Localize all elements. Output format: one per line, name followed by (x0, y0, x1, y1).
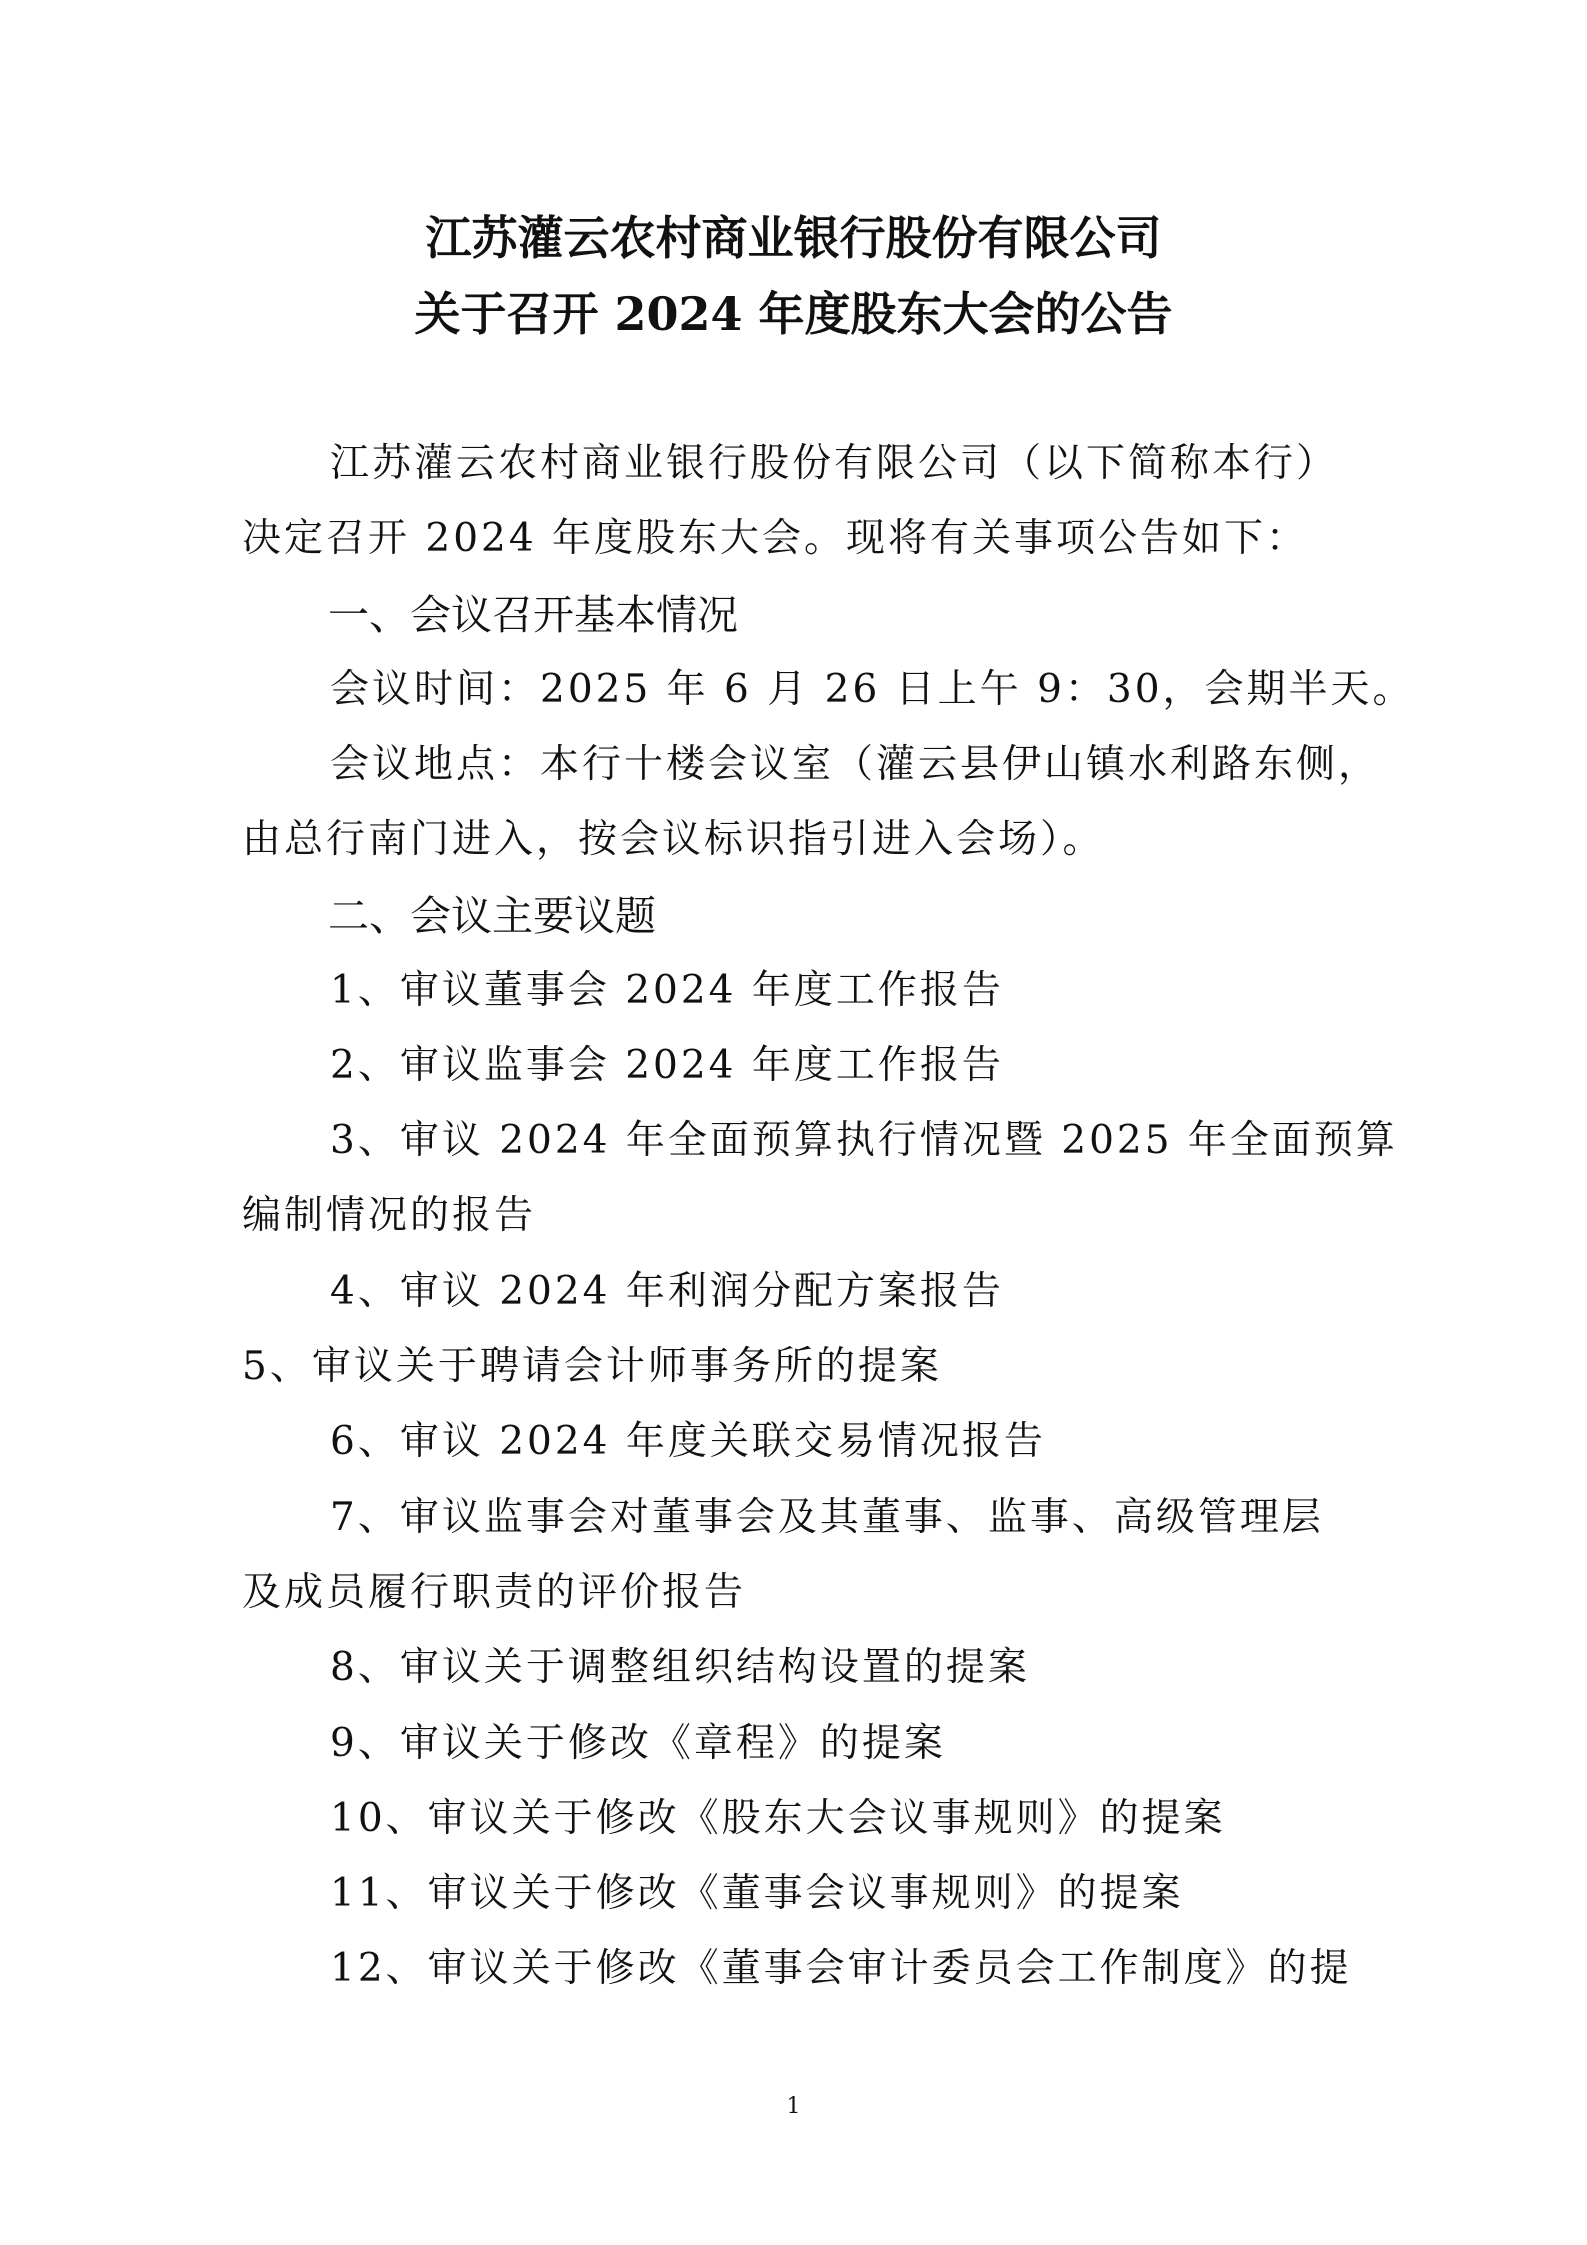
title-line-1: 江苏灌云农村商业银行股份有限公司 (425, 211, 1162, 265)
agenda-item: 8、审议关于调整组织结构设置的提案 (330, 1645, 1030, 1690)
agenda-item: 4、审议 2024 年利润分配方案报告 (330, 1269, 1004, 1314)
section-heading-1: 一、会议召开基本情况 (328, 591, 738, 639)
meeting-time: 会议时间：2025 年 6 月 26 日上午 9：30，会期半天。 (330, 667, 1415, 712)
agenda-item: 7、审议监事会对董事会及其董事、监事、高级管理层 (330, 1495, 1324, 1540)
agenda-item: 5、审议关于聘请会计师事务所的提案 (242, 1344, 942, 1389)
intro-line-2: 决定召开 2024 年度股东大会。现将有关事项公告如下： (242, 516, 1309, 561)
intro-line-1: 江苏灌云农村商业银行股份有限公司（以下简称本行） (330, 441, 1339, 486)
agenda-item: 2、审议监事会 2024 年度工作报告 (330, 1043, 1004, 1088)
agenda-item: 3、审议 2024 年全面预算执行情况暨 2025 年全面预算 (330, 1118, 1398, 1163)
agenda-item-continuation: 及成员履行职责的评价报告 (242, 1570, 747, 1615)
title-line-2: 关于召开 2024 年度股东大会的公告 (414, 287, 1173, 341)
agenda-item: 10、审议关于修改《股东大会议事规则》的提案 (330, 1796, 1226, 1841)
page-number: 1 (786, 2094, 801, 2119)
agenda-item-continuation: 编制情况的报告 (242, 1193, 537, 1238)
agenda-item: 11、审议关于修改《董事会议事规则》的提案 (330, 1871, 1184, 1916)
meeting-location-line-2: 由总行南门进入，按会议标识指引进入会场）。 (242, 817, 1105, 862)
agenda-item: 9、审议关于修改《章程》的提案 (330, 1721, 946, 1766)
agenda-item: 1、审议董事会 2024 年度工作报告 (330, 968, 1004, 1013)
section-heading-2: 二、会议主要议题 (328, 892, 656, 940)
agenda-item: 6、审议 2024 年度关联交易情况报告 (330, 1419, 1046, 1464)
meeting-location-line-1: 会议地点：本行十楼会议室（灌云县伊山镇水利路东侧， (330, 742, 1381, 787)
agenda-item: 12、审议关于修改《董事会审计委员会工作制度》的提 (330, 1946, 1352, 1991)
